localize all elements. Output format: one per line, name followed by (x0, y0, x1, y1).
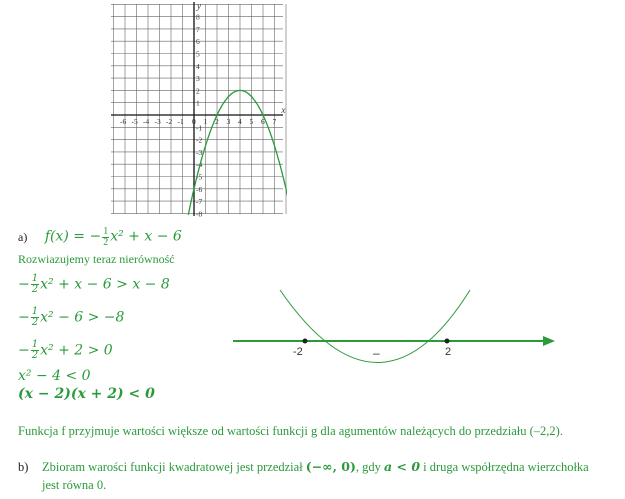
y-tick-label: 5 (196, 49, 200, 59)
y-tick-label: -8 (196, 209, 203, 218)
y-tick-label: 8 (196, 12, 200, 22)
x-axis-label: x (281, 105, 286, 115)
part-b-text-3: i druga współrzędna wierzchołka (420, 460, 589, 474)
y-tick-label: 3 (196, 74, 200, 84)
conclusion-text: Funkcja f przyjmuje wartości większe od wartości funkcji g dla agumentów należących do przedziału (–2,2). (18, 424, 563, 438)
number-line-diagram (225, 285, 565, 380)
part-a-heading (18, 227, 182, 248)
part-b-label: b) (18, 460, 29, 474)
x-tick-label: -5 (131, 117, 138, 126)
y-tick-label: 6 (196, 37, 200, 47)
root-point-right (445, 339, 450, 344)
y-tick-label: -2 (196, 135, 203, 145)
y-tick-label: -6 (196, 184, 203, 194)
x-tick-label: -6 (120, 117, 127, 126)
x-tick-label: 2 (215, 117, 219, 126)
sign-label: – (373, 346, 380, 360)
part-b (18, 458, 618, 494)
x-tick-label: 5 (249, 117, 254, 126)
part-a-label: a) (18, 229, 28, 244)
right-root-label: 2 (445, 346, 452, 358)
number-line-svg (225, 285, 565, 380)
y-axis-label: y (197, 1, 201, 11)
x-tick-label: 6 (261, 117, 265, 126)
function-lhs: f(x) = − (44, 228, 102, 245)
parabola-curve (188, 90, 287, 214)
step-3: − $\frac{1}{2}$ x² + 2 > 0 (18, 339, 113, 361)
graph-svg (107, 0, 287, 218)
function-fraction: $\frac{1}{2}$ (103, 226, 109, 248)
part-b-condition: a < 0 (384, 459, 421, 474)
x-tick-label: 7 (272, 117, 277, 126)
x-tick-label: -4 (143, 117, 150, 126)
part-b-text-1: Zbioram warości funkcji kwadratowej jest przedział (42, 460, 306, 474)
y-tick-label: 2 (196, 86, 200, 96)
y-tick-label: 1 (196, 98, 200, 108)
y-tick-label: -1 (196, 123, 203, 133)
x-tick-label: -1 (177, 117, 184, 126)
y-tick-label: 7 (196, 24, 200, 34)
step-1: − $\frac{1}{2}$ x² + x − 6 > x − 8 (18, 273, 170, 295)
x-tick-label: -2 (166, 117, 173, 126)
x-tick-label: -3 (154, 117, 161, 126)
function-rhs: x² + x − 6 (110, 228, 182, 245)
step-2: − $\frac{1}{2}$ x² − 6 > −8 (18, 306, 125, 328)
y-tick-label: -3 (196, 147, 203, 157)
step-4: x² − 4 < 0 (18, 368, 91, 384)
y-tick-label: -5 (196, 172, 203, 182)
x-tick-label: 4 (238, 117, 242, 126)
part-b-text-2: , gdy (355, 460, 385, 474)
y-tick-label: 4 (196, 61, 200, 71)
arrow-head-icon (543, 336, 555, 346)
part-b-text-4: jest równa 0. (42, 478, 107, 492)
left-root-label: -2 (293, 346, 303, 358)
solve-text: Rozwiazujemy teraz nierówność (18, 252, 175, 266)
part-b-interval: (−∞, 0) (305, 459, 356, 474)
x-tick-label: 3 (226, 117, 231, 126)
step-5: (x − 2)(x + 2) < 0 (18, 386, 155, 402)
root-point-left (303, 339, 308, 344)
y-tick-label: -7 (196, 197, 203, 207)
x-tick-label: 1 (203, 117, 208, 126)
function-graph (107, 0, 287, 218)
x-tick-label: 0 (192, 117, 196, 126)
y-tick-label: -4 (196, 160, 203, 170)
